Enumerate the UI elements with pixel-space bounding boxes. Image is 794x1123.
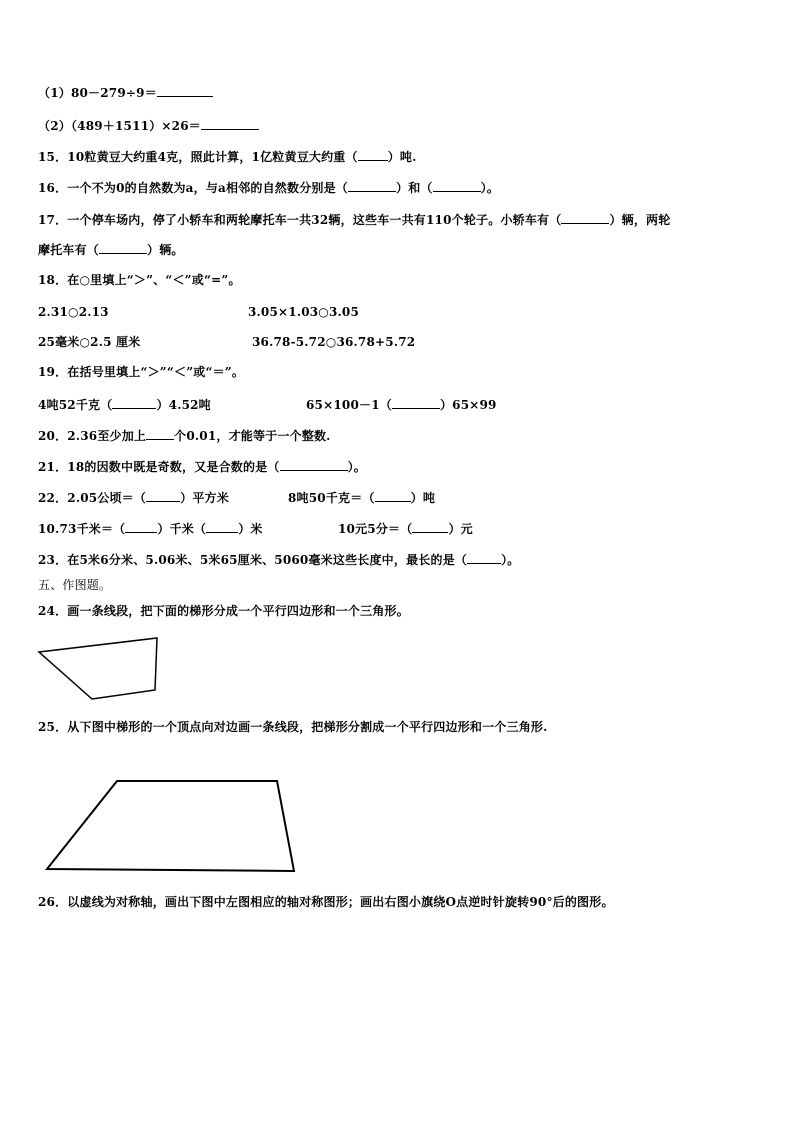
q16-text-a: 16．一个不为0的自然数为a，与a相邻的自然数分别是（ <box>38 181 349 195</box>
q22-r2-c: ）米 <box>238 522 263 536</box>
q22-r2-e: ）元 <box>448 522 473 536</box>
q25-text: 25．从下图中梯形的一个顶点向对边画一条线段，把梯形分割成一个平行四边形和一个三角形. <box>38 720 548 734</box>
q17-text-a: 17．一个停车场内，停了小轿车和两轮摩托车一共32辆，这些车一共有110个轮子。小轿车有（ <box>38 213 562 227</box>
q21-text-a: 21．18的因数中既是奇数，又是合数的是（ <box>38 460 280 474</box>
q22-r2-d: 10元5分＝（ <box>338 522 413 536</box>
q15-text: 15．10粒黄豆大约重4克，照此计算，1亿粒黄豆大约重（ <box>38 150 358 164</box>
section-5-title: 五、作图题。 <box>38 578 112 592</box>
q18-row2-left: 25毫米○2.5 厘米 <box>38 335 141 349</box>
q22-r2-b: ）千米（ <box>157 522 207 536</box>
q17-text-b: ）辆，两轮 <box>609 213 671 227</box>
q20-text-b: 个0.01，才能等于一个整数. <box>174 429 331 443</box>
q19-right-a: 65×100－1（ <box>306 398 392 412</box>
q22-r1-c: 8吨50千克＝（ <box>288 491 375 505</box>
q22-r1-d: ）吨 <box>410 491 436 505</box>
q22-r1-a: 22．2.05公顷＝（ <box>38 491 147 505</box>
q23-text-a: 23．在5米6分米、5.06米、5米65厘米、5060毫米这些长度中，最长的是（ <box>38 553 468 567</box>
q16-text-c: ）。 <box>480 181 500 195</box>
q22-r2-a: 10.73千米＝（ <box>38 522 126 536</box>
q19-right-b: ）65×99 <box>439 398 497 412</box>
q17-text-c: 摩托车有（ <box>38 243 100 257</box>
q17-text-d: ）辆。 <box>147 243 184 257</box>
q18-row1-right: 3.05×1.03○3.05 <box>248 305 360 319</box>
q26-text: 26．以虚线为对称轴，画出下图中左图相应的轴对称图形；画出右图小旗绕O点逆时针旋转90°后的图形。 <box>38 895 614 909</box>
q14-part2-text: （2）（489＋1511）×26＝ <box>38 119 201 133</box>
q19-left-a: 4吨52千克（ <box>38 398 113 412</box>
q18-row2-right: 36.78-5.72○36.78+5.72 <box>252 335 416 349</box>
q18-row1-left: 2.31○2.13 <box>38 305 109 319</box>
q15-end: ）吨. <box>387 150 417 164</box>
q22-r1-b: ）平方米 <box>180 491 229 505</box>
q18-title: 18．在○里填上“＞”、“＜”或“=”。 <box>38 273 241 287</box>
q24-trapezoid[interactable] <box>39 638 157 699</box>
q25-trapezoid[interactable] <box>47 781 294 871</box>
q19-left-b: ）4.52吨 <box>156 398 211 412</box>
q23-text-b: ）。 <box>501 553 520 567</box>
q14-part1-text: （1）80－279÷9＝ <box>38 86 157 100</box>
q16-text-b: ）和（ <box>396 181 433 195</box>
q20-text-a: 20．2.36至少加上 <box>38 429 147 443</box>
q19-title: 19．在括号里填上“＞”“＜”或“＝”。 <box>38 365 245 379</box>
q24-text: 24．画一条线段，把下面的梯形分成一个平行四边形和一个三角形。 <box>38 604 409 618</box>
q21-text-b: ）。 <box>347 460 367 474</box>
